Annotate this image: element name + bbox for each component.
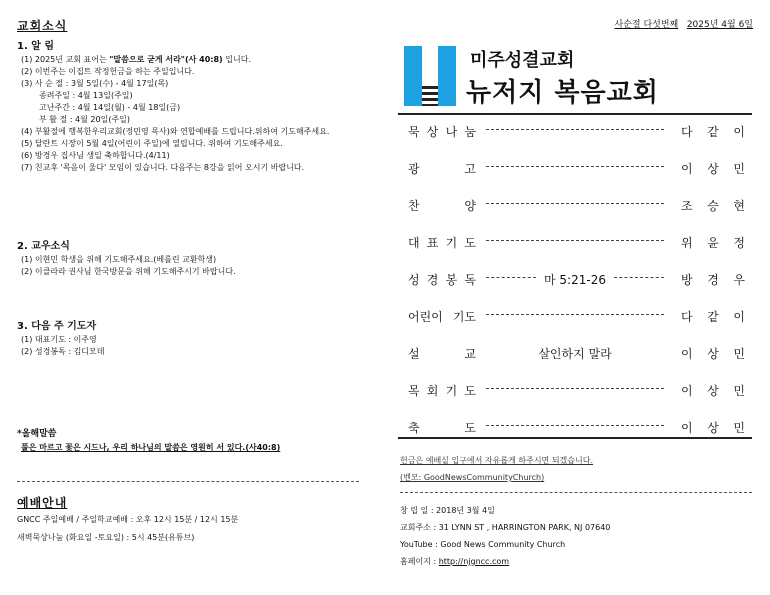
homepage-link[interactable]: http://njgncc.com [438,557,510,566]
order-label: 찬 양 [408,199,476,213]
order-label: 어린이 기도 [408,310,476,324]
order-leader: 조 승 현 [681,199,745,213]
friends-item: (1) 이현민 학생을 위해 기도해주세요.(베를린 교환학생) [21,255,217,264]
notice-list [21,54,329,174]
church-motto: "말씀으로 굳게 서라"(사 40:8) [109,55,223,64]
dawn-meditation-line: 새벽묵상나눔 (화요일 -토요일) : 5시 45분(유튜브) [17,533,195,542]
order-dashes [486,129,664,130]
order-detail: 살인하지 말라 [538,347,612,361]
order-top-rule [398,113,752,115]
prayer-heading: 3. 다음 주 기도자 [17,321,97,332]
notice-item: (2) 이번주는 이집트 작정헌금을 하는 주일입니다. [21,67,195,76]
order-leader: 이 상 민 [681,162,745,176]
order-dashes [486,240,664,241]
logo-denomination: 미주성결교회 [470,50,575,71]
order-row [408,271,745,291]
offering-note: 헌금은 예배실 입구에서 자유롭게 하주시면 되겠습니다. [400,456,593,465]
venmo-info: (벤모: GoodNewsCommunityChurch) [400,473,545,482]
yearly-verse: 풀은 마르고 꽃은 시드나, 우리 하나님의 말씀은 영원히 서 있다.(사40:8) [21,443,281,452]
notice-item: (4) 부활절에 행복한우리교회(정민영 목사)와 연합예배를 드립니다.위하여 기도해주세요. [21,127,330,136]
order-label: 대 표 기 도 [408,236,476,250]
prayer-item: (1) 대표기도 : 이주영 [21,335,97,344]
worship-time-line: GNCC 주일예배 / 주일학교예배 : 오후 12시 15분 / 12시 15분 [17,515,239,524]
notice-item: (3) 사 순 절 : 3월 5일(수) - 4월 17일(목) [21,79,169,88]
friends-heading: 2. 교우소식 [17,241,70,252]
notice-item: (5) 달란트 시장이 5월 4일(어린이 주일)에 열립니다. 위하여 기도해주세요. [21,139,283,148]
order-row [408,197,745,217]
order-dashes [486,166,664,167]
order-row [408,123,745,143]
church-address: 교회주소 : 31 LYNN ST , HARRINGTON PARK, NJ 07640 [400,523,611,532]
order-row [408,419,745,439]
left-divider [17,481,359,482]
order-dashes [486,314,664,315]
bulletin-date [615,17,754,30]
notice-item: (1) 2025년 교회 표어는 "말씀으로 굳게 서라"(사 40:8) 입니다. [21,55,251,64]
order-row [408,308,745,328]
order-label: 묵 상 나 눔 [408,125,476,139]
season-label: 사순절 다섯번째 [614,20,679,30]
order-leader: 이 상 민 [681,384,745,398]
notice-subitem: 고난주간 : 4월 14일(월) - 4월 18일(금) [39,103,181,112]
order-row [408,234,745,254]
right-divider [400,492,752,493]
order-dashes [486,388,664,389]
founded-date: 창 립 일 : 2018년 3월 4일 [400,506,495,515]
notice-item: (7) 친교후 '목음이 울다' 모임이 있습니다. 다음주는 8강을 읽어 오시기 바랍니다. [21,163,305,172]
friends-list [21,254,236,278]
order-dashes [486,425,664,426]
prayer-list [21,334,105,358]
order-leader: 다 같 이 [681,310,745,324]
logo-church-name: 뉴저지 복음교회 [466,78,659,108]
order-leader: 위 윤 정 [681,236,745,250]
prayer-item: (2) 성경봉독 : 김디모데 [21,347,105,356]
notice-subitem: 부 활 절 : 4월 20일(주일) [39,115,131,124]
order-leader: 다 같 이 [681,125,745,139]
service-date: 2025년 4월 6일 [686,20,753,30]
order-label: 축 도 [408,421,476,435]
order-leader: 이 상 민 [681,347,745,361]
order-label: 목 회 기 도 [408,384,476,398]
friends-item: (2) 이클라라 권사님 한국방문을 위해 기도해주시기 바랍니다. [21,267,236,276]
notice-subitem: 종려주일 : 4월 13일(주일) [39,91,133,100]
notice-item: (6) 방경우 집사님 생일 축하합니다.(4/11) [21,151,170,160]
youtube-channel: YouTube : Good News Community Church [400,540,566,549]
news-title: 교회소식 [17,19,68,33]
verse-heading: *올해말씀 [17,429,57,439]
homepage-line: 홈페이지 : http://njgncc.com [400,557,510,566]
notice-heading: 1. 알 림 [17,41,55,52]
church-logo-icon [404,46,464,106]
order-label: 성 경 봉 독 [408,273,476,287]
order-leader: 이 상 민 [681,421,745,435]
order-detail: 마 5:21-26 [544,273,606,287]
order-row [408,345,745,365]
order-row [408,382,745,402]
order-bottom-rule [398,437,752,439]
order-label: 설 교 [408,347,476,361]
order-dashes [486,203,664,204]
order-label: 광 고 [408,162,476,176]
order-row [408,160,745,180]
order-leader: 방 경 우 [681,273,745,287]
worship-guide-title: 예배안내 [17,496,68,510]
